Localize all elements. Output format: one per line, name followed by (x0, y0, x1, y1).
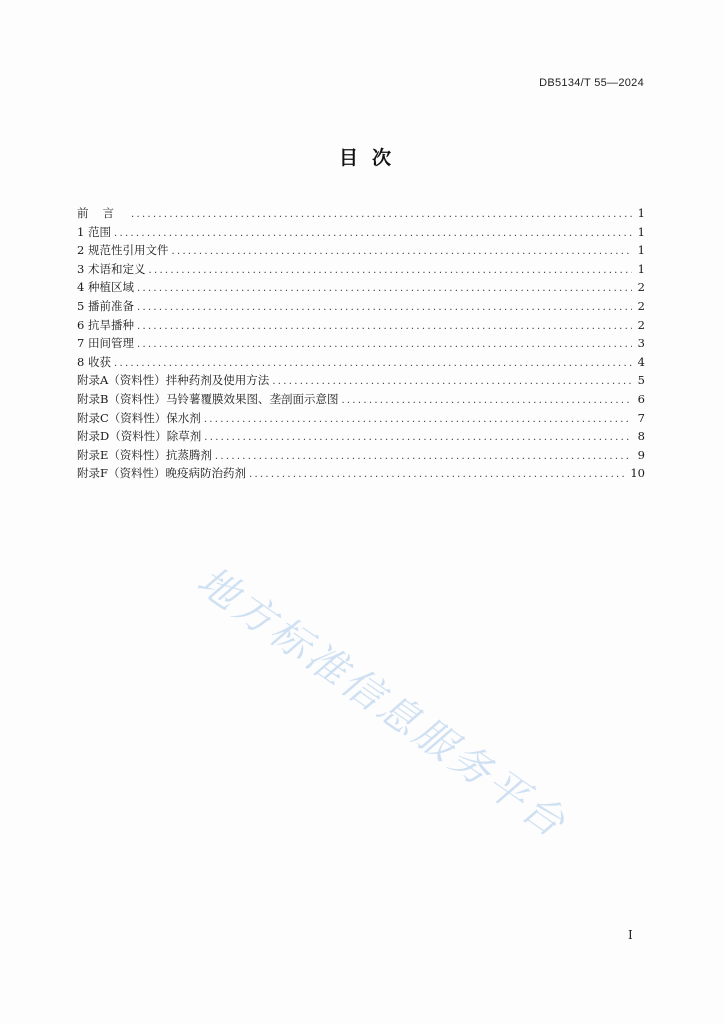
page-title: 目次 (338, 147, 405, 169)
toc-page-number: 2 (637, 298, 645, 313)
toc-entry-label: 8 收获 (77, 354, 111, 369)
toc-dot-leader (215, 448, 632, 467)
watermark-text: 地方标准信息服务平台 (188, 557, 576, 848)
toc-dot-leader (137, 299, 632, 318)
toc-entry-planting-area[interactable] (77, 278, 645, 297)
toc-entry-label: 附录A（资料性）拌种药剂及使用方法 (77, 373, 270, 388)
footer-page-number: I (628, 928, 633, 942)
toc-entry-label: 3 术语和定义 (77, 261, 146, 276)
toc-entry-drought-sowing[interactable] (77, 316, 645, 335)
toc-entry-pre-sowing[interactable] (77, 297, 645, 316)
table-of-contents (77, 204, 645, 483)
toc-page-number: 8 (637, 429, 645, 444)
toc-dot-leader (249, 466, 627, 485)
toc-entry-appendix-f[interactable] (77, 464, 645, 483)
toc-entry-appendix-b[interactable] (77, 390, 645, 409)
standard-code: DB5134/T 55—2024 (539, 77, 644, 89)
toc-page-number: 1 (637, 206, 645, 220)
toc-page-number: 1 (637, 243, 645, 258)
toc-page-number: 1 (637, 224, 645, 239)
toc-page-number: 3 (637, 336, 645, 351)
toc-dot-leader (114, 225, 632, 244)
toc-entry-normative-references[interactable] (77, 241, 645, 260)
toc-entry-label: 附录E（资料性）抗蒸腾剂 (77, 447, 212, 462)
toc-page-number: 10 (630, 466, 645, 481)
toc-page-number: 2 (637, 280, 645, 295)
toc-page-number: 6 (637, 391, 645, 406)
toc-dot-leader (148, 262, 632, 281)
toc-dot-leader (137, 318, 632, 337)
toc-entry-label: 6 抗旱播种 (77, 317, 134, 332)
toc-page-number: 5 (637, 373, 645, 388)
toc-page-number: 7 (637, 410, 645, 425)
toc-entry-foreword[interactable] (77, 204, 645, 223)
toc-dot-leader (131, 206, 632, 225)
toc-dot-leader (137, 336, 632, 355)
toc-entry-label: 1 范围 (77, 224, 111, 239)
toc-entry-label: 附录D（资料性）除草剂 (77, 429, 202, 444)
toc-page-number: 9 (637, 447, 645, 462)
toc-page-number: 4 (637, 354, 645, 369)
toc-entry-harvest[interactable] (77, 353, 645, 372)
toc-dot-leader (341, 392, 632, 411)
toc-entry-label: 4 种植区域 (77, 280, 134, 295)
toc-dot-leader (204, 429, 632, 448)
toc-page-number: 1 (637, 261, 645, 276)
toc-entry-label: 附录B（资料性）马铃薯覆膜效果图、垄剖面示意图 (77, 391, 339, 406)
toc-entry-appendix-a[interactable] (77, 371, 645, 390)
toc-entry-label: 2 规范性引用文件 (77, 243, 169, 258)
toc-entry-label: 附录F（资料性）晚疫病防治药剂 (77, 466, 246, 481)
toc-dot-leader (137, 280, 632, 299)
toc-entry-appendix-e[interactable] (77, 446, 645, 465)
toc-entry-scope[interactable] (77, 223, 645, 242)
toc-dot-leader (204, 411, 632, 430)
toc-entry-field-management[interactable] (77, 334, 645, 353)
toc-entry-label: 5 播前准备 (77, 298, 134, 313)
toc-dot-leader (171, 243, 632, 262)
toc-entry-label: 7 田间管理 (77, 336, 134, 351)
toc-entry-terms-definitions[interactable] (77, 260, 645, 279)
toc-entry-label: 附录C（资料性）保水剂 (77, 410, 201, 425)
toc-entry-appendix-c[interactable] (77, 409, 645, 428)
toc-entry-label: 前言 (77, 206, 128, 220)
toc-entry-appendix-d[interactable] (77, 427, 645, 446)
toc-page-number: 2 (637, 317, 645, 332)
